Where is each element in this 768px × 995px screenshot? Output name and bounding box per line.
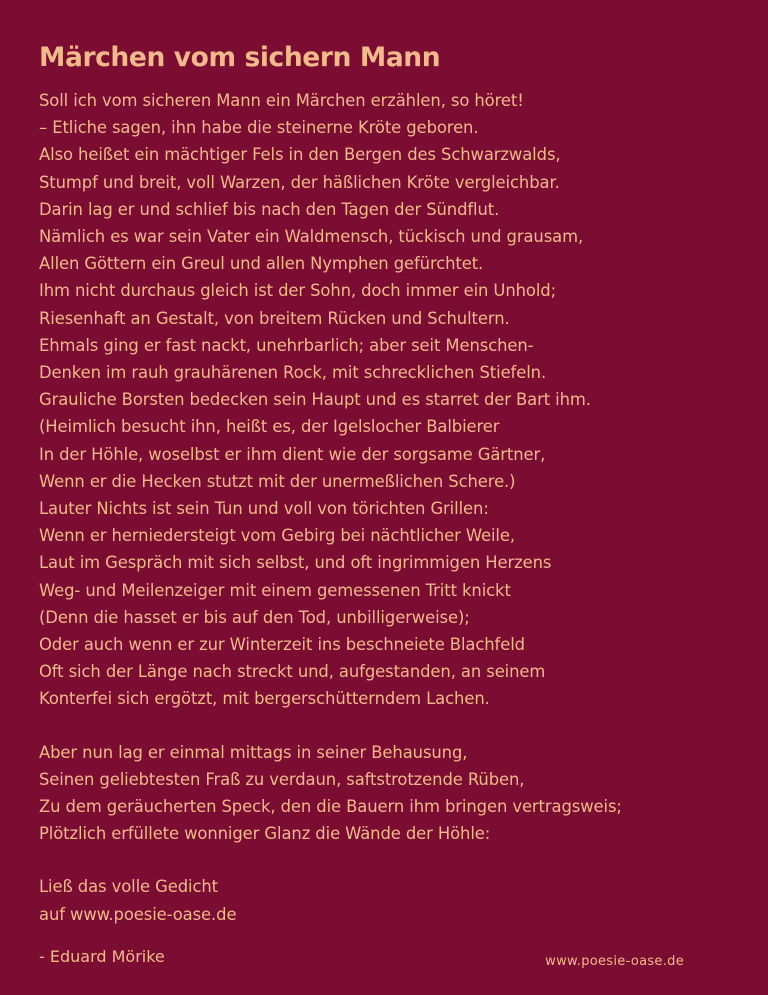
poem-line: Allen Göttern ein Greul und allen Nymphen gefürchtet. [39,254,484,274]
poem-line: Stumpf und breit, voll Warzen, der häßlichen Kröte vergleichbar. [39,172,560,192]
poem-line: Darin lag er und schlief bis nach den Tagen der Sündflut. [39,199,500,219]
poem-line: Ehmals ging er fast nackt, unehrbarlich; aber seit Menschen- [39,335,534,355]
poem-line: – Etliche sagen, ihn habe die steinerne Kröte geboren. [39,118,479,138]
poem-line: Aber nun lag er einmal mittags in seiner Behausung, [39,742,468,762]
poem-line: Oft sich der Länge nach streckt und, aufgestanden, an seinem [39,662,546,682]
full-poem-note [39,873,739,928]
poem-line: (Denn die hasset er bis auf den Tod, unbilligerweise); [39,607,470,627]
poem-line: Wenn er die Hecken stutzt mit der unermeßlichen Schere.) [39,471,516,491]
poem-title: Märchen vom sichern Mann [39,42,441,73]
poem-line: Laut im Gespräch mit sich selbst, und oft ingrimmigen Herzens [39,553,552,573]
poem-line: Riesenhaft an Gestalt, von breitem Rücken und Schultern. [39,308,510,328]
poem-container [39,41,739,969]
stanza-1 [39,87,739,713]
poem-line: Plötzlich erfüllete wonniger Glanz die Wände der Höhle: [39,824,491,844]
poem-line: In der Höhle, woselbst er ihm dient wie der sorgsame Gärtner, [39,444,546,464]
poem-line: Seinen geliebtesten Fraß zu verdaun, saftstrotzende Rüben, [39,769,525,789]
poem-line: Weg- und Meilenzeiger mit einem gemessenen Tritt knickt [39,580,511,600]
poem-line: Ließ das volle Gedicht [39,877,219,897]
poem-line: Denken im rauh grauhärenen Rock, mit schrecklichen Stiefeln. [39,363,547,383]
poem-line: Also heißet ein mächtiger Fels in den Bergen des Schwarzwalds, [39,145,561,165]
poem-line: Lauter Nichts ist sein Tun und voll von törichten Grillen: [39,499,489,519]
stanza-2 [39,739,739,848]
stanza-gap [39,847,739,873]
poem-line: Nämlich es war sein Vater ein Waldmensch, tückisch und grausam, [39,227,584,247]
poem-line: Grauliche Borsten bedecken sein Haupt und es starret der Bart ihm. [39,390,591,410]
poem-line: Konterfei sich ergötzt, mit bergerschütterndem Lachen. [39,689,490,709]
poem-line: auf www.poesie-oase.de [39,904,237,924]
poem-line: Ihm nicht durchaus gleich ist der Sohn, doch immer ein Unhold; [39,281,557,301]
stanza-gap [39,713,739,739]
poem-line: Oder auch wenn er zur Winterzeit ins beschneiete Blachfeld [39,635,525,655]
poem-line: Soll ich vom sicheren Mann ein Märchen erzählen, so höret! [39,91,524,110]
footer-url: www.poesie-oase.de [545,954,684,969]
poem-line: (Heimlich besucht ihn, heißt es, der Igelslocher Balbierer [39,417,500,437]
poem-line: Zu dem geräucherten Speck, den die Bauern ihm bringen vertragsweis; [39,797,622,817]
poem-line: Wenn er herniedersteigt vom Gebirg bei nächtlicher Weile, [39,526,515,546]
poem-author: - Eduard Mörike [39,947,165,967]
